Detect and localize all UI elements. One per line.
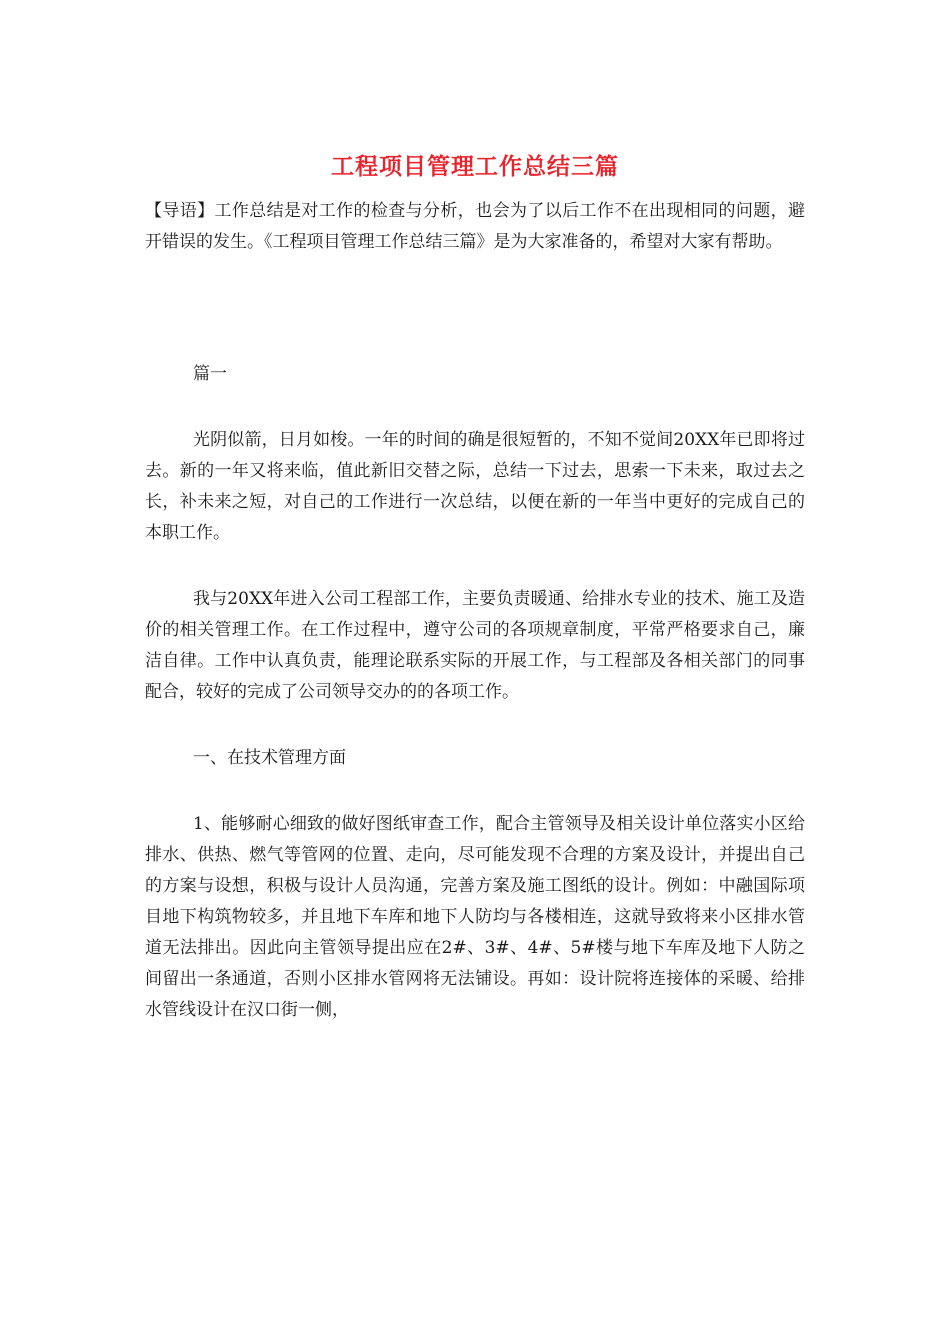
section-paragraph: 1、能够耐心细致的做好图纸审查工作，配合主管领导及相关设计单位落实小区给排水、供热、燃气等管网的位置、走向，尽可能发现不合理的方案及设计，并提出自己的方案与设想，积极与设计人员沟通，完善方案及施工图纸的设计。例如：中融国际项目地下构筑物较多，并且地下车库和地下人防均与各楼相连，这就导致将来小区排水管道无法排出。因此向主管领导提出应在2#、3#、4#、5#楼与地下车库及地下人防之间留出一条通道，否则小区排水管网将无法铺设。再如：设计院将连接体的采暖、给排水管线设计在汉口街一侧， bbox=[145, 814, 805, 1020]
intro-paragraph: 【导语】工作总结是对工作的检查与分析，也会为了以后工作不在出现相同的问题，避开错误的发生。《工程项目管理工作总结三篇》是为大家准备的，希望对大家有帮助。 bbox=[145, 201, 805, 252]
spacer bbox=[145, 258, 805, 359]
document-body bbox=[145, 196, 805, 1026]
spacer bbox=[145, 390, 805, 425]
body-paragraph: 光阴似箭，日月如梭。一年的时间的确是很短暂的，不知不觉间20XX年已即将过去。新的一年又将来临，值此新旧交替之际，总结一下过去，思索一下未来，取过去之长，补未来之短，对自己的工作进行一次总结，以便在新的一年当中更好的完成自己的本职工作。 bbox=[145, 430, 805, 543]
spacer bbox=[145, 549, 805, 584]
spacer bbox=[145, 708, 805, 743]
part-heading: 篇一 bbox=[193, 364, 227, 384]
body-paragraph: 我与20XX年进入公司工程部工作，主要负责暖通、给排水专业的技术、施工及造价的相关管理工作。在工作过程中，遵守公司的各项规章制度，平常严格要求自己，廉洁自律。工作中认真负责，能理论联系实际的开展工作，与工程部及各相关部门的同事配合，较好的完成了公司领导交办的的各项工作。 bbox=[145, 589, 805, 702]
section-heading: 一、在技术管理方面 bbox=[193, 748, 346, 768]
document-title: 工程项目管理工作总结三篇 bbox=[331, 153, 619, 180]
spacer bbox=[145, 774, 805, 809]
